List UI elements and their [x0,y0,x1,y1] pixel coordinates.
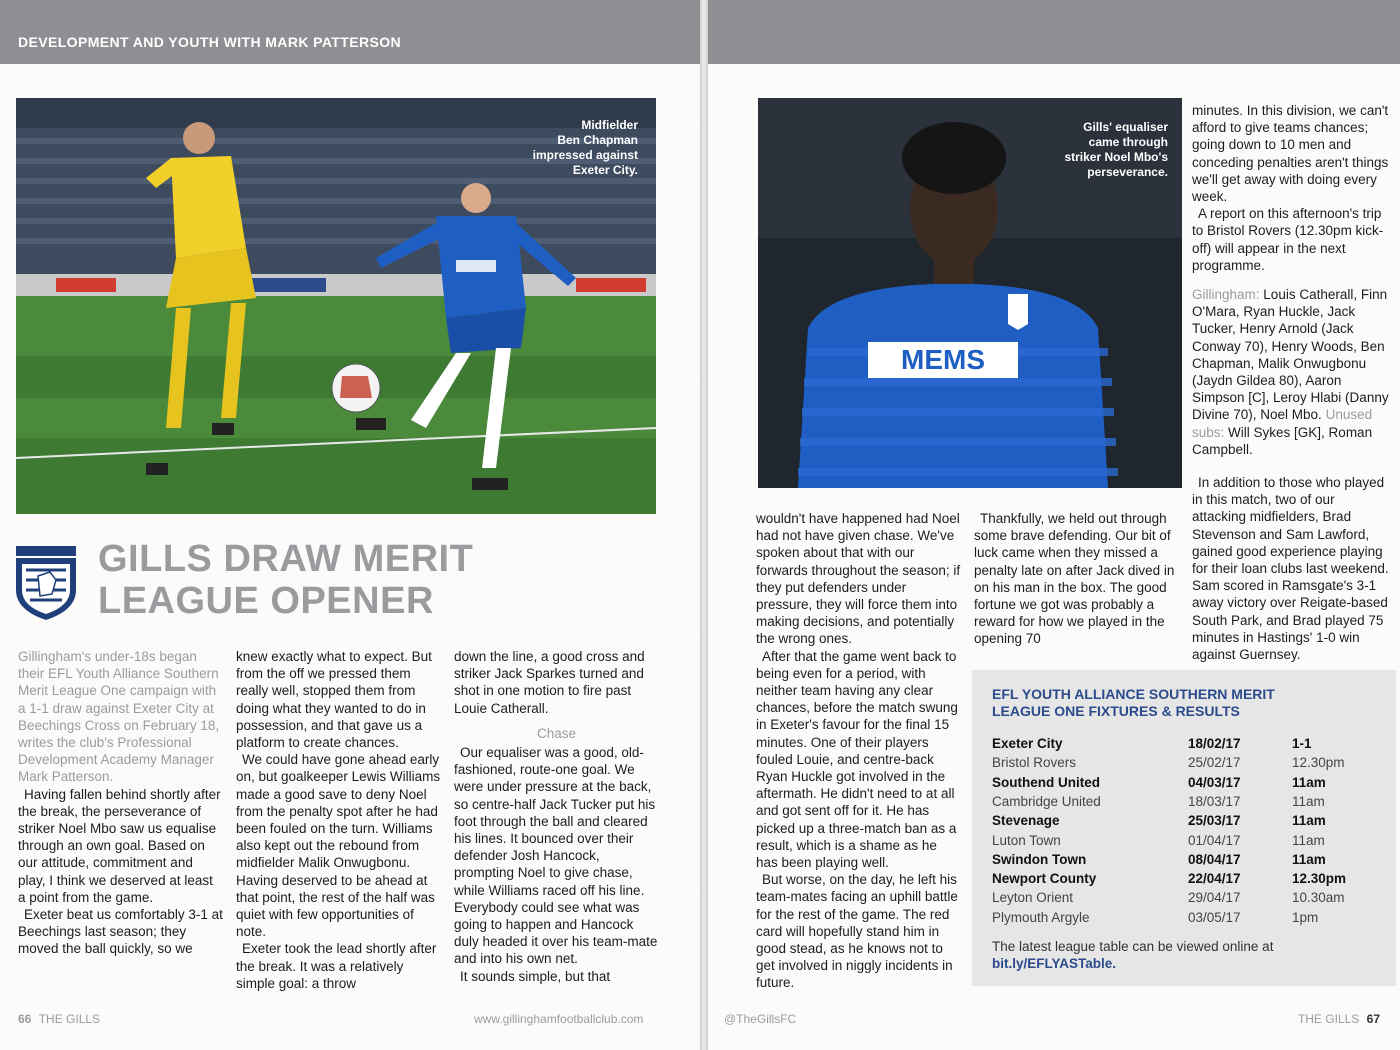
fixture-date: 18/03/17 [1188,793,1241,809]
article-paragraph: Our equaliser was a good, old-fashioned, route-one goal. We were under pressure at the back, so centre-half Jack Tucker put his foot through the ball and cleared his lines. It bounced over their defender Josh Hancock, prompting Noel to give chase, while Williams raced off his line. Everybody could see what was going to happen and Hancock duly headed it over his team-mate and into his own net. [454,745,658,967]
social-handle[interactable]: @TheGillsFC [724,1012,797,1026]
player-photo-mbo [758,98,1182,488]
article-paragraph: knew exactly what to expect. But from the off we pressed them really well, stopped them from doing what they wanted to do in possession, and that gave us a platform to create chances. [236,649,432,751]
caption-line: Exeter City. [572,163,638,177]
shirt-sponsor: MEMS [901,344,985,375]
article-column-2 [974,510,1180,648]
fixture-team: Southend United [992,774,1100,790]
caption-line: striker Noel Mbo's [1064,150,1168,164]
fixture-row [992,833,1382,852]
headline-line: GILLS DRAW MERIT [98,538,474,580]
fixture-row [992,813,1382,832]
subs-label: Unused subs: [1192,407,1373,440]
headline [98,538,538,622]
magazine-name: THE GILLS [1297,1012,1360,1026]
article-column-1 [756,510,962,992]
caption-line: perseverance. [1087,165,1168,179]
caption-line: came through [1088,135,1168,149]
fixture-row [992,910,1382,929]
article-paragraph: After that the game went back to being even for a period, with neither team having any clear chances, before the match swung in Exeter's favour for the final 15 minutes. One of their players fouled Louie, and centre-back Ryan Huckle got involved in the aftermath. He didn't need to at all and got sent off for it. He has picked up a three-match ban as a result, which is a shame as he has been playing well. [756,648,958,871]
photo-caption [1008,120,1168,180]
lineup [1192,286,1392,458]
fixture-result: 11am [1292,813,1326,829]
fixture-date: 29/04/17 [1188,890,1241,906]
fixture-row [992,852,1382,871]
fixture-date: 25/03/17 [1188,813,1241,829]
fixture-team: Leyton Orient [992,890,1074,906]
article-paragraph: Having fallen behind shortly after the break, the perseverance of striker Noel Mbo saw us equalise through an own goal. Based on our attitude, commitment and play, I think we deserved at least a point from the game. [18,786,221,905]
article-paragraph: But worse, on the day, he left his team-mates facing an uphill battle for the rest of the game. The red card will hopefully stand him in good stead, as he knows not to get involved in niggly incidents in future. [756,872,958,991]
fixture-team: Luton Town [992,832,1061,848]
photo-caption [478,118,638,178]
lineup-text: Louis Catherall, Finn O'Mara, Ryan Huckle, Jack Tucker, Henry Arnold (Jack Conway 70), Henry Woods, Ben Chapman, Malik Onwugbonu (Jaydn Gildea 80), Aaron Simpson [C], Leroy Hlabi (Danny Divine 70), Noel Mbo. [1192,287,1389,423]
article-column-1 [18,648,223,958]
fixture-date: 22/04/17 [1188,871,1241,887]
fixture-result: 11am [1292,832,1325,848]
article-paragraph: In addition to those who played in this match, two of our attacking midfielders, Brad Stevenson and Sam Lawford, gained good experience playing for their loan clubs last weekend. Sam scored in Ramsgate's 3-1 away victory over Reigate-based South Park, and Brad played 75 minutes in Hastings' 1-0 win against Guernsey. [1192,475,1389,663]
article-paragraph: A report on this afternoon's trip to Bristol Rovers (12.30pm kick-off) will appear in the next programme. [1192,206,1384,273]
article-paragraph: minutes. In this division, we can't afford to give teams chances; going down to 10 men and conceding penalties aren't things we'll get away with doing every week. [1192,103,1389,205]
article-column-top [1192,102,1392,663]
article-paragraph: Exeter took the lead shortly after the break. It was a relatively simple goal: a throw [236,941,437,991]
article-subhead: Chase [536,725,577,741]
fixture-result: 1pm [1292,909,1319,925]
fixture-date: 04/03/17 [1188,774,1241,790]
fixture-date: 18/02/17 [1188,736,1241,751]
article-paragraph: down the line, a good cross and striker Jack Sparkes turned and shot in one motion to fire past Louie Catherall. [454,649,645,716]
fixture-team: Cambridge United [992,793,1101,809]
article-paragraph: It sounds simple, but that [460,968,611,984]
page-number: 66 [18,1012,32,1026]
fixture-result: 11am [1292,774,1326,790]
match-photo-chapman [16,98,656,514]
magazine-name: THE GILLS [38,1012,101,1026]
fixture-team: Exeter City [992,736,1063,751]
fixture-team: Bristol Rovers [992,755,1077,771]
article-column-2 [236,648,441,992]
fixture-date: 08/04/17 [1188,851,1241,867]
caption-line: Ben Chapman [557,133,638,147]
fixtures-box [972,670,1396,986]
fixtures-note [992,938,1372,972]
fixture-team: Plymouth Argyle [992,909,1090,925]
fixture-result: 12.30pm [1292,755,1345,771]
fixture-date: 01/04/17 [1188,832,1241,848]
gillingham-crest-icon [16,546,76,620]
fixture-row [992,871,1382,890]
article-intro: Gillingham's under-18s began their EFL Youth Alliance Southern Merit League One campaign with a 1-1 draw against Exeter City at Beechings Cross on February 18, writes the club's Professional Development Academy Manager Mark Patterson. [18,649,220,785]
footer-left [18,1012,100,1026]
article-paragraph: Thankfully, we held out through some brave defending. Our bit of luck came when they missed a penalty late on after Jack dived in on his man in the box. The good fortune we got was probably a reward for how we played in the opening 70 [974,511,1175,647]
article-paragraph: Exeter beat us comfortably 3-1 at Beechings last season; they moved the ball quickly, so we [18,907,223,957]
fixtures-note-text: The latest league table can be viewed online at [992,939,1274,954]
article-paragraph: We could have gone ahead early on, but goalkeeper Lewis Williams made a good save to deny Noel from the penalty spot after he had been fouled on the turn. Williams also kept out the rebound from midfielder Malik Onwugbonu. Having deserved to be ahead at that point, the rest of the half was quiet with few opportunities of note. [236,752,441,940]
subs-text: Will Sykes [GK], Roman Campbell. [1192,424,1373,457]
footer-right [1298,1012,1380,1026]
caption-line: Gills' equaliser [1083,120,1168,134]
league-table-link[interactable]: bit.ly/EFLYASTable. [992,956,1117,971]
fixture-result: 11am [1292,793,1325,809]
right-page [708,0,1400,1050]
header-band [708,0,1400,64]
article-paragraph: wouldn't have happened had Noel had not have given chase. We've spoken about that with our forwards throughout the season; if they put defenders under pressure, they will force them into making decisions, and potentially the wrong ones. [756,511,961,647]
fixture-result: 12.30pm [1292,871,1347,887]
caption-line: Midfielder [581,118,638,132]
fixture-row [992,755,1382,774]
website-link[interactable]: www.gillinghamfootballclub.com [474,1012,644,1026]
fixture-date: 03/05/17 [1188,909,1241,925]
lineup-label: Gillingham: [1192,287,1260,303]
fixture-result: 11am [1292,851,1326,867]
fixture-row [992,890,1382,909]
fixtures-title: EFL YOUTH ALLIANCE SOUTHERN MERIT LEAGUE ONE FIXTURES & RESULTS [992,686,1275,719]
fixture-row [992,736,1382,755]
article-column-3 [454,648,659,985]
caption-line: impressed against [532,148,638,162]
fixture-row [992,794,1382,813]
fixture-result: 10.30am [1292,890,1345,906]
headline-line: LEAGUE OPENER [98,580,434,622]
fixture-row [992,775,1382,794]
section-title: DEVELOPMENT AND YOUTH WITH MARK PATTERSON [18,34,401,50]
fixture-team: Stevenage [992,813,1060,829]
fixture-result: 1-1 [1292,736,1312,751]
fixture-team: Newport County [992,871,1097,887]
page-number: 67 [1366,1012,1380,1026]
fixture-date: 25/02/17 [1188,755,1241,771]
spine-gutter [700,0,708,1050]
header-band [0,0,700,64]
fixture-team: Swindon Town [992,851,1087,867]
